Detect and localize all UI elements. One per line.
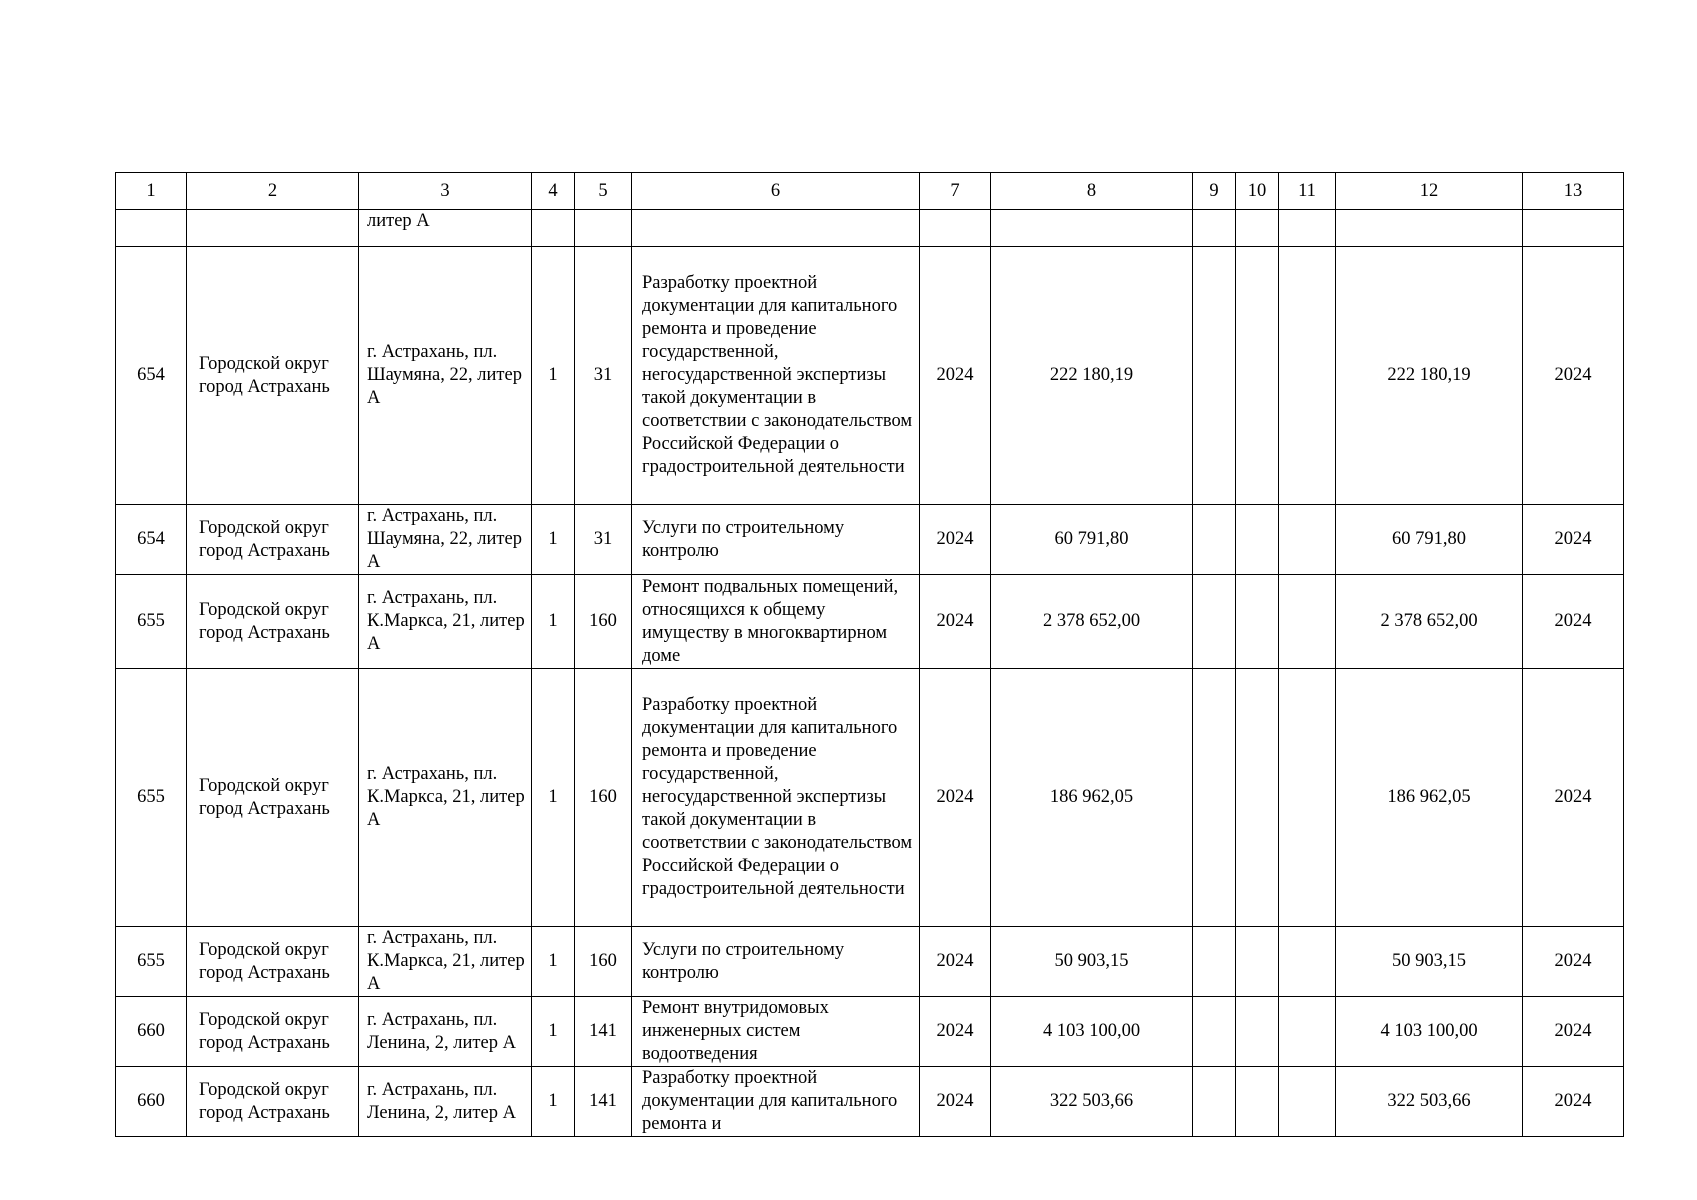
column-header: 13 (1523, 173, 1624, 210)
table-row (116, 997, 1624, 1067)
year-cell: 2024 (920, 505, 991, 575)
column-number-row (116, 173, 1624, 210)
municipality-cell: Городской округ город Астрахань (187, 927, 359, 997)
total-cell: 186 962,05 (1336, 669, 1523, 927)
col5-cell: 160 (575, 927, 632, 997)
address-cell: литер А (359, 210, 532, 247)
col9-cell (1193, 247, 1236, 505)
municipality-cell: Городской округ город Астрахань (187, 997, 359, 1067)
municipality-cell: Городской округ город Астрахань (187, 505, 359, 575)
column-header: 11 (1279, 173, 1336, 210)
col11-cell (1279, 997, 1336, 1067)
year-end-cell: 2024 (1523, 505, 1624, 575)
address-cell: г. Астрахань, пл. Шаумяна, 22, литер А (359, 505, 532, 575)
col5-cell: 31 (575, 505, 632, 575)
col10-cell (1236, 1067, 1279, 1137)
col5-cell: 31 (575, 247, 632, 505)
col4-cell: 1 (532, 1067, 575, 1137)
col9-cell (1193, 1067, 1236, 1137)
column-header: 6 (632, 173, 920, 210)
col9-cell (1193, 575, 1236, 669)
address-cell: г. Астрахань, пл. Ленина, 2, литер А (359, 1067, 532, 1137)
total-cell: 222 180,19 (1336, 247, 1523, 505)
work-type-cell: Ремонт внутридомовых инженерных систем водоотведения (632, 997, 920, 1067)
table-cell (116, 210, 187, 247)
row-number-cell: 655 (116, 927, 187, 997)
column-header: 1 (116, 173, 187, 210)
address-cell: г. Астрахань, пл. К.Маркса, 21, литер А (359, 575, 532, 669)
cost-cell: 4 103 100,00 (991, 997, 1193, 1067)
table-cell (920, 210, 991, 247)
col10-cell (1236, 927, 1279, 997)
col9-cell (1193, 669, 1236, 927)
year-cell: 2024 (920, 997, 991, 1067)
cost-cell: 186 962,05 (991, 669, 1193, 927)
address-cell: г. Астрахань, пл. К.Маркса, 21, литер А (359, 669, 532, 927)
col4-cell: 1 (532, 505, 575, 575)
continuation-row (116, 210, 1624, 247)
table-row (116, 575, 1624, 669)
col11-cell (1279, 247, 1336, 505)
year-cell: 2024 (920, 1067, 991, 1137)
col9-cell (1193, 927, 1236, 997)
col10-cell (1236, 575, 1279, 669)
col5-cell: 141 (575, 1067, 632, 1137)
col4-cell: 1 (532, 575, 575, 669)
col10-cell (1236, 669, 1279, 927)
col10-cell (1236, 505, 1279, 575)
municipality-cell: Городской округ город Астрахань (187, 1067, 359, 1137)
table-cell (632, 210, 920, 247)
row-number-cell: 654 (116, 247, 187, 505)
work-type-cell: Услуги по строительному контролю (632, 927, 920, 997)
col10-cell (1236, 247, 1279, 505)
municipality-cell: Городской округ город Астрахань (187, 669, 359, 927)
row-number-cell: 660 (116, 997, 187, 1067)
row-number-cell: 654 (116, 505, 187, 575)
col4-cell: 1 (532, 927, 575, 997)
col5-cell: 160 (575, 669, 632, 927)
col11-cell (1279, 505, 1336, 575)
year-end-cell: 2024 (1523, 575, 1624, 669)
table-row (116, 927, 1624, 997)
cost-cell: 60 791,80 (991, 505, 1193, 575)
table-cell (532, 210, 575, 247)
column-header: 3 (359, 173, 532, 210)
col11-cell (1279, 1067, 1336, 1137)
cost-cell: 322 503,66 (991, 1067, 1193, 1137)
col9-cell (1193, 997, 1236, 1067)
col11-cell (1279, 669, 1336, 927)
work-type-cell: Разработку проектной документации для капитального ремонта и проведение государственной, негосударственной экспертизы такой документации в соответствии с законодательством Российской Федерации о градостроительной деятельности (632, 247, 920, 505)
col4-cell: 1 (532, 247, 575, 505)
column-header: 10 (1236, 173, 1279, 210)
table-row (116, 505, 1624, 575)
table-cell (1523, 210, 1624, 247)
municipality-cell: Городской округ город Астрахань (187, 247, 359, 505)
table-cell (187, 210, 359, 247)
work-type-cell: Ремонт подвальных помещений, относящихся к общему имуществу в многоквартирном доме (632, 575, 920, 669)
year-cell: 2024 (920, 247, 991, 505)
work-type-cell: Услуги по строительному контролю (632, 505, 920, 575)
year-end-cell: 2024 (1523, 1067, 1624, 1137)
municipality-cell: Городской округ город Астрахань (187, 575, 359, 669)
cost-cell: 2 378 652,00 (991, 575, 1193, 669)
table-body (116, 173, 1624, 1137)
column-header: 5 (575, 173, 632, 210)
work-type-cell: Разработку проектной документации для капитального ремонта и проведение государственной, негосударственной экспертизы такой документации в соответствии с законодательством Российской Федерации о градостроительной деятельности (632, 669, 920, 927)
column-header: 8 (991, 173, 1193, 210)
address-cell: г. Астрахань, пл. Ленина, 2, литер А (359, 997, 532, 1067)
column-header: 2 (187, 173, 359, 210)
year-end-cell: 2024 (1523, 997, 1624, 1067)
address-cell: г. Астрахань, пл. Шаумяна, 22, литер А (359, 247, 532, 505)
col11-cell (1279, 575, 1336, 669)
col4-cell: 1 (532, 997, 575, 1067)
table-cell (1279, 210, 1336, 247)
total-cell: 2 378 652,00 (1336, 575, 1523, 669)
column-header: 4 (532, 173, 575, 210)
year-cell: 2024 (920, 669, 991, 927)
row-number-cell: 655 (116, 669, 187, 927)
row-number-cell: 660 (116, 1067, 187, 1137)
table-cell (1236, 210, 1279, 247)
year-cell: 2024 (920, 927, 991, 997)
year-end-cell: 2024 (1523, 669, 1624, 927)
year-cell: 2024 (920, 575, 991, 669)
year-end-cell: 2024 (1523, 927, 1624, 997)
row-number-cell: 655 (116, 575, 187, 669)
total-cell: 50 903,15 (1336, 927, 1523, 997)
works-table (115, 172, 1624, 1137)
table-row (116, 1067, 1624, 1137)
table-row (116, 247, 1624, 505)
col5-cell: 141 (575, 997, 632, 1067)
col5-cell: 160 (575, 575, 632, 669)
col9-cell (1193, 505, 1236, 575)
total-cell: 60 791,80 (1336, 505, 1523, 575)
cost-cell: 222 180,19 (991, 247, 1193, 505)
work-type-cell: Разработку проектной документации для капитального ремонта и (632, 1067, 920, 1137)
table-row (116, 669, 1624, 927)
cost-cell: 50 903,15 (991, 927, 1193, 997)
table-cell (1336, 210, 1523, 247)
column-header: 7 (920, 173, 991, 210)
total-cell: 4 103 100,00 (1336, 997, 1523, 1067)
col10-cell (1236, 997, 1279, 1067)
table-cell (991, 210, 1193, 247)
col11-cell (1279, 927, 1336, 997)
table-cell (1193, 210, 1236, 247)
total-cell: 322 503,66 (1336, 1067, 1523, 1137)
column-header: 12 (1336, 173, 1523, 210)
table-cell (575, 210, 632, 247)
col4-cell: 1 (532, 669, 575, 927)
column-header: 9 (1193, 173, 1236, 210)
address-cell: г. Астрахань, пл. К.Маркса, 21, литер А (359, 927, 532, 997)
year-end-cell: 2024 (1523, 247, 1624, 505)
